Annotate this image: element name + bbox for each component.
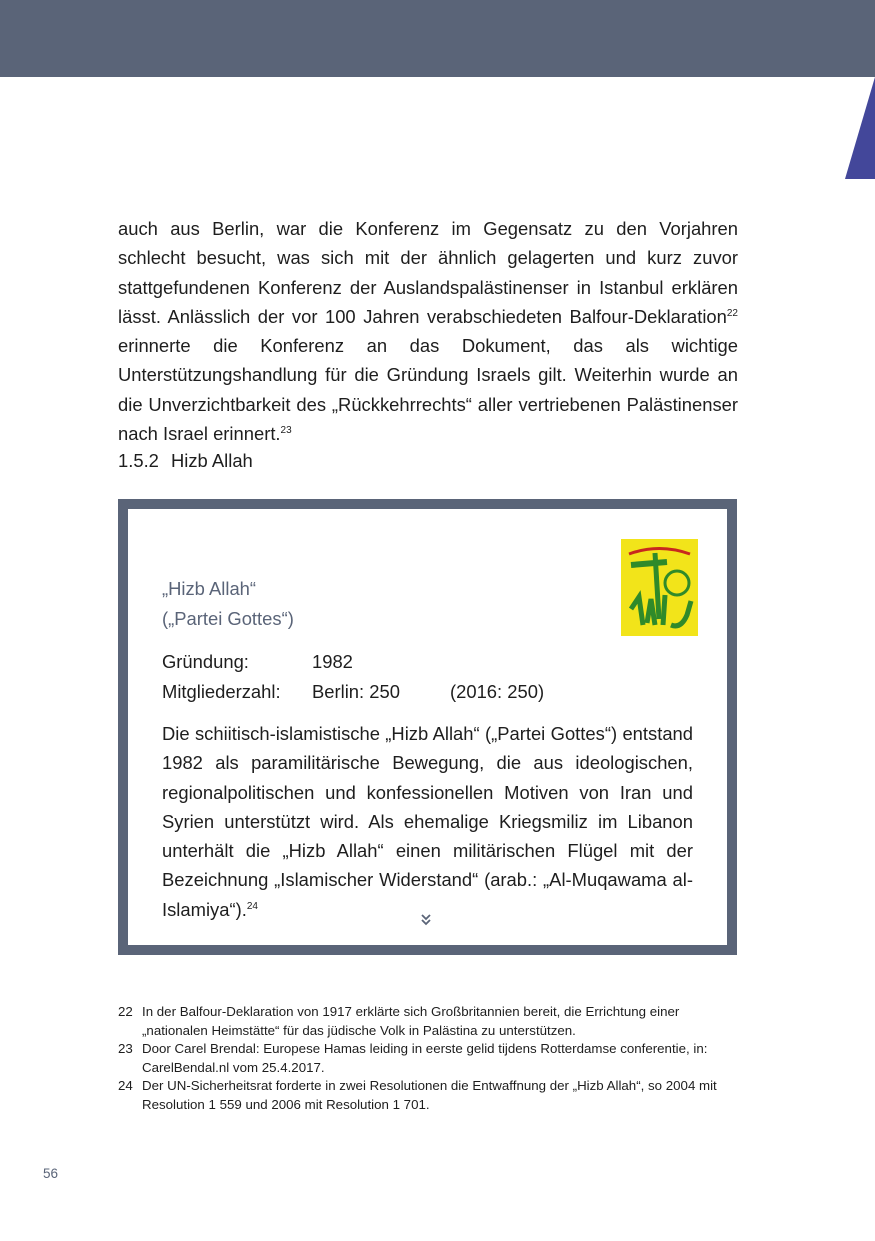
- corner-accent-tab: [845, 77, 875, 179]
- section-heading: [118, 450, 253, 472]
- section-number: 1.5.2: [118, 450, 159, 471]
- header-band: [0, 0, 875, 77]
- members-previous: (2016: 250): [450, 680, 545, 702]
- hizb-allah-logo-icon: [621, 539, 698, 636]
- footnotes: [118, 1003, 728, 1114]
- organization-description: Die schiitisch-islamistische „Hizb Allah“ („Partei Gottes“) entstand 1982 als paramilitärische Bewegung, die aus ideologischen, regionalpolitischen und konfessionellen Motiven von Iran und Syrien unterstützt wird. Als ehemalige Kriegsmiliz im Libanon unterhält die „Hizb Allah“ einen militärischen Flügel mit der Bezeichnung „Islamischer Widerstand“ (arab.: „Al-Muqawama al-Islamiya“).$^{24}$: [162, 723, 693, 920]
- section-title: Hizb Allah: [171, 450, 253, 471]
- page-number: 56: [43, 1166, 59, 1181]
- footnote-24: 24 Der UN-Sicherheitsrat forderte in zwei Resolutionen die Entwaffnung der „Hizb Allah“, so 2004 mit Resolution 1 559 und 2006 mit Resolution 1 701.: [118, 1078, 717, 1112]
- founding-label: Gründung:: [162, 651, 249, 672]
- double-chevron-down-icon[interactable]: [419, 913, 433, 927]
- footnote-ref-23[interactable]: 23: [280, 424, 292, 436]
- footnote-23: 23 Door Carel Brendal: Europese Hamas leiding in eerste gelid tijdens Rotterdamse conferentie, in: CarelBendal.nl vom 25.4.2017.: [118, 1041, 708, 1075]
- footnote-ref-22[interactable]: 22: [726, 307, 738, 319]
- footnote-ref-24[interactable]: 24: [246, 900, 258, 912]
- body-paragraph: auch aus Berlin, war die Konferenz im Gegensatz zu den Vorjahren schlecht besucht, was sich mit der ähnlich gelagerten und kurz zuvor stattgefundenen Konferenz der Auslandspalästinenser in Istanbul erklären lässt. Anlässlich der vor 100 Jahren verabschiedeten Balfour-Deklaration$^{22}$ erinnerte die Konferenz an das Dokument, das als wichtige Unterstützungshandlung für die Gründung Israels gilt. Weiterhin wurde an die Unverzichtbarkeit des „Rückkehrrechts“ aller vertriebenen Palästinenser nach Israel erinnert.$^{23}$: [118, 218, 738, 445]
- footnote-22: 22 In der Balfour-Deklaration von 1917 erklärte sich Großbritannien bereit, die Errichtung einer „nationalen Heimstätte“ für das jüdische Volk in Palästina zu unterstützen.: [118, 1004, 680, 1038]
- members-row: [162, 677, 544, 707]
- facts-table: [162, 647, 544, 706]
- founding-value: 1982: [312, 651, 353, 672]
- founding-row: [162, 647, 544, 677]
- organization-profile-box: [118, 499, 737, 955]
- organization-name: „Hizb Allah“ („Partei Gottes“): [162, 578, 294, 629]
- members-label: Mitgliederzahl:: [162, 680, 281, 702]
- members-value: Berlin: 250: [312, 680, 400, 702]
